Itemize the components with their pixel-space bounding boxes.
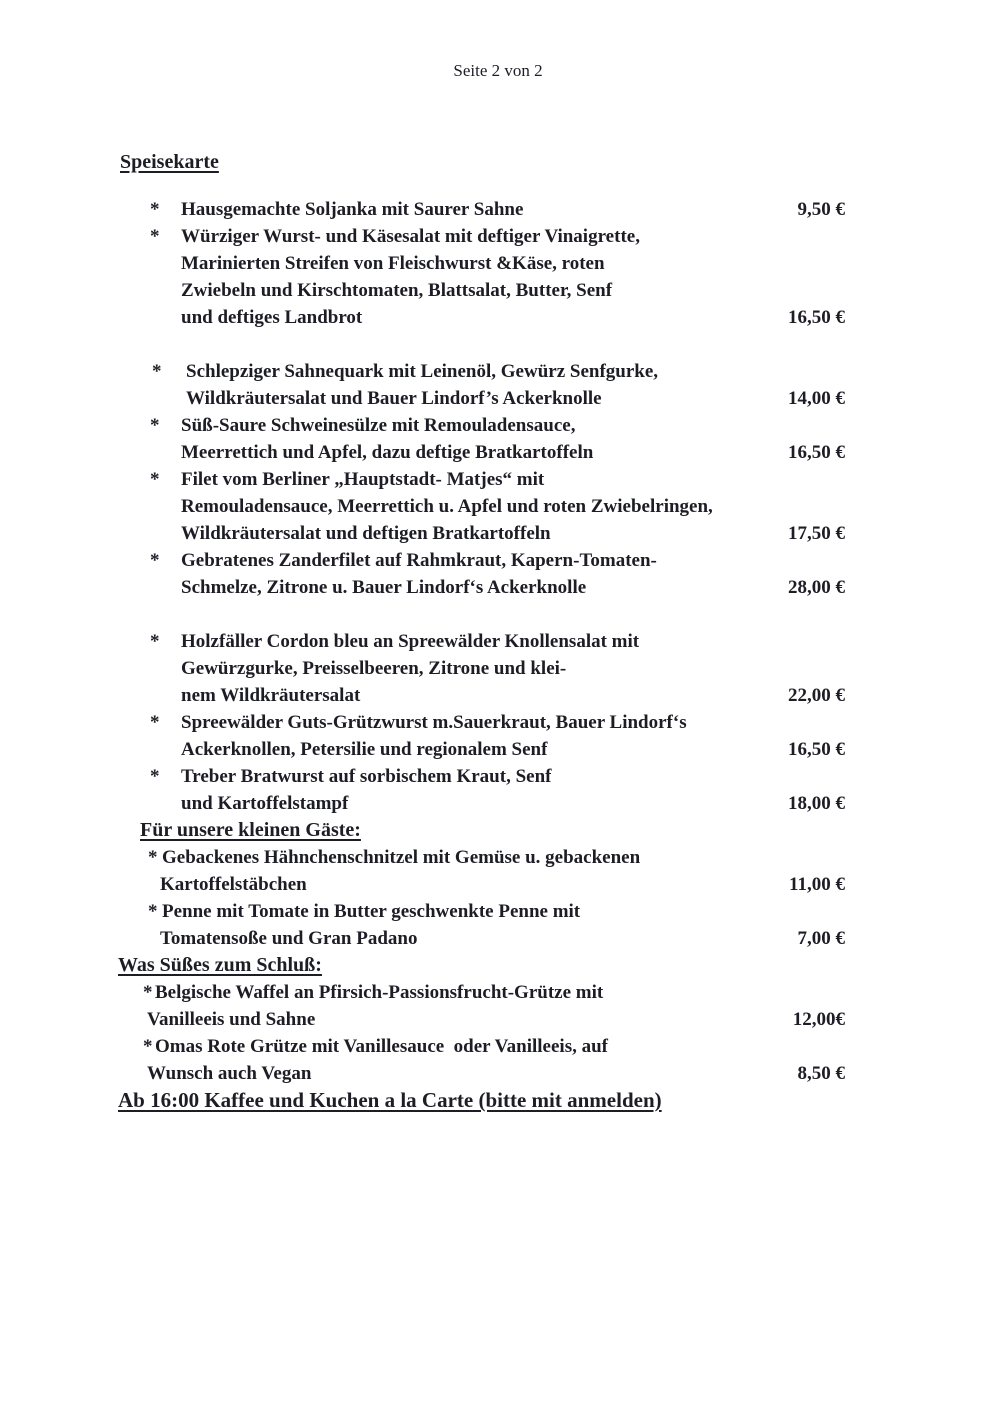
item-price: 16,50 € xyxy=(788,442,845,463)
menu-footer-note xyxy=(118,1087,845,1114)
item-text: Ackerknollen, Petersilie und regionalem Senf xyxy=(181,739,548,760)
menu-item-line xyxy=(118,979,845,1006)
item-text: Hausgemachte Soljanka mit Saurer Sahne xyxy=(181,199,524,220)
item-text: nem Wildkräutersalat xyxy=(181,685,361,706)
menu-item-line xyxy=(118,925,845,952)
item-text: Gebackenes Hähnchenschnitzel mit Gemüse u. gebackenen xyxy=(162,847,641,868)
menu-item xyxy=(118,1033,845,1087)
item-text: Kartoffelstäbchen xyxy=(160,874,307,895)
item-bullet: * xyxy=(148,901,158,922)
item-bullet: * xyxy=(152,361,162,382)
item-bullet: * xyxy=(150,226,160,247)
item-price: 18,00 € xyxy=(788,793,845,814)
menu xyxy=(118,149,845,1114)
item-price: 7,00 € xyxy=(797,928,845,949)
item-price: 28,00 € xyxy=(788,577,845,598)
item-bullet: * xyxy=(150,766,160,787)
menu-item-line xyxy=(118,871,845,898)
item-bullet: * xyxy=(150,550,160,571)
item-text: Süß-Saure Schweinesülze mit Remouladensauce, xyxy=(181,415,576,436)
menu-item xyxy=(118,223,845,331)
item-price: 14,00 € xyxy=(788,388,845,409)
item-text: Wildkräutersalat und deftigen Bratkartoffeln xyxy=(181,523,551,544)
menu-item xyxy=(118,763,845,817)
item-text: Treber Bratwurst auf sorbischem Kraut, Senf xyxy=(181,766,552,787)
item-text: Marinierten Streifen von Fleischwurst &Käse, roten xyxy=(181,253,605,274)
menu-item xyxy=(118,844,845,898)
menu-item-line xyxy=(118,277,845,304)
menu-item xyxy=(118,709,845,763)
menu-item-line xyxy=(118,1006,845,1033)
menu-footer-text: Ab 16:00 Kaffee und Kuchen a la Carte (bitte mit anmelden) xyxy=(118,1088,662,1112)
item-bullet: * xyxy=(150,199,160,220)
item-text: Meerrettich und Apfel, dazu deftige Bratkartoffeln xyxy=(181,442,594,463)
menu-item-line xyxy=(118,1060,845,1087)
item-price: 17,50 € xyxy=(788,523,845,544)
item-price: 16,50 € xyxy=(788,739,845,760)
menu-item-line xyxy=(118,574,845,601)
menu-item xyxy=(118,547,845,601)
menu-item-line xyxy=(118,439,845,466)
item-bullet: * xyxy=(148,847,158,868)
menu-item xyxy=(118,628,845,709)
menu-item xyxy=(118,466,845,547)
item-bullet: * xyxy=(150,415,160,436)
menu-title: Speisekarte xyxy=(120,151,219,173)
menu-item-line xyxy=(118,763,845,790)
menu-item-line xyxy=(118,250,845,277)
item-text: Wildkräutersalat und Bauer Lindorf’s Ackerknolle xyxy=(186,388,602,409)
section-heading xyxy=(118,817,845,844)
menu-item-line xyxy=(118,304,845,331)
menu-item-line xyxy=(118,358,845,385)
item-bullet: * xyxy=(143,982,153,1003)
menu-item xyxy=(118,898,845,952)
item-text: Tomatensoße und Gran Padano xyxy=(160,928,418,949)
menu-item-line xyxy=(118,1033,845,1060)
menu-item-line xyxy=(118,412,845,439)
menu-item-line xyxy=(118,196,845,223)
item-text: Gewürzgurke, Preisselbeeren, Zitrone und klei- xyxy=(181,658,567,679)
menu-item-line xyxy=(118,736,845,763)
menu-item-line xyxy=(118,844,845,871)
blank-line xyxy=(118,601,845,628)
item-price: 9,50 € xyxy=(797,199,845,220)
item-text: Spreewälder Guts-Grützwurst m.Sauerkraut, Bauer Lindorf‘s xyxy=(181,712,687,733)
menu-item xyxy=(118,358,845,412)
blank-line xyxy=(118,331,845,358)
menu-item-line xyxy=(118,520,845,547)
menu-item-line xyxy=(118,628,845,655)
menu-item-line xyxy=(118,385,845,412)
item-text: Belgische Waffel an Pfirsich-Passionsfrucht-Grütze mit xyxy=(155,982,604,1003)
menu-item-line xyxy=(118,709,845,736)
item-price: 11,00 € xyxy=(789,874,845,895)
item-text: Gebratenes Zanderfilet auf Rahmkraut, Kapern-Tomaten- xyxy=(181,550,657,571)
menu-item-line xyxy=(118,790,845,817)
item-text: Würziger Wurst- und Käsesalat mit deftiger Vinaigrette, xyxy=(181,226,640,247)
section-heading xyxy=(118,952,845,979)
item-text: Penne mit Tomate in Butter geschwenkte Penne mit xyxy=(162,901,581,922)
menu-item-line xyxy=(118,898,845,925)
menu-list xyxy=(118,196,845,1114)
menu-item-line xyxy=(118,682,845,709)
menu-item-line xyxy=(118,466,845,493)
menu-item-line xyxy=(118,655,845,682)
menu-item xyxy=(118,412,845,466)
item-text: Schmelze, Zitrone u. Bauer Lindorf‘s Ackerknolle xyxy=(181,577,587,598)
menu-item-line xyxy=(118,493,845,520)
item-price: 22,00 € xyxy=(788,685,845,706)
item-price: 16,50 € xyxy=(788,307,845,328)
menu-item-line xyxy=(118,223,845,250)
item-text: Wunsch auch Vegan xyxy=(147,1063,312,1084)
menu-item xyxy=(118,196,845,223)
section-heading-text: Für unsere kleinen Gäste: xyxy=(140,819,361,841)
item-text: Schlepziger Sahnequark mit Leinenöl, Gewürz Senfgurke, xyxy=(186,361,659,382)
item-text: Vanilleeis und Sahne xyxy=(147,1009,316,1030)
item-text: Remouladensauce, Meerrettich u. Apfel und roten Zwiebelringen, xyxy=(181,496,713,517)
item-text: Holzfäller Cordon bleu an Spreewälder Knollensalat mit xyxy=(181,631,640,652)
menu-item xyxy=(118,979,845,1033)
item-bullet: * xyxy=(150,469,160,490)
item-text: Omas Rote Grütze mit Vanillesauce oder Vanilleeis, auf xyxy=(155,1036,608,1057)
page-number-header: Seite 2 von 2 xyxy=(453,61,543,80)
item-text: und Kartoffelstampf xyxy=(181,793,349,814)
item-bullet: * xyxy=(150,712,160,733)
item-price: 8,50 € xyxy=(797,1063,845,1084)
menu-item-line xyxy=(118,547,845,574)
item-text: und deftiges Landbrot xyxy=(181,307,363,328)
item-bullet: * xyxy=(143,1036,153,1057)
item-text: Filet vom Berliner „Hauptstadt- Matjes“ mit xyxy=(181,469,545,490)
item-bullet: * xyxy=(150,631,160,652)
section-heading-text: Was Süßes zum Schluß: xyxy=(118,954,322,976)
item-price: 12,00€ xyxy=(792,1009,845,1030)
item-text: Zwiebeln und Kirschtomaten, Blattsalat, Butter, Senf xyxy=(181,280,613,301)
